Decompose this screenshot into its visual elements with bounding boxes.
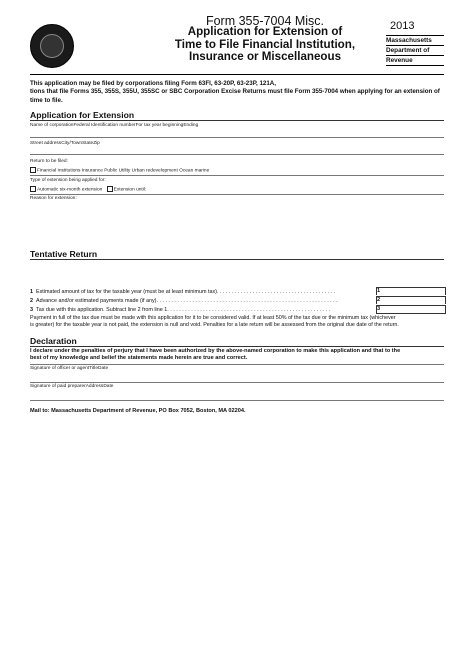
intro-line: time to file. xyxy=(30,96,63,104)
signature-preparer-label: Signature of paid preparerAddressDate xyxy=(30,384,114,389)
return-rule xyxy=(30,175,444,176)
section-rule xyxy=(30,259,444,260)
reason-field[interactable] xyxy=(30,203,444,243)
declaration-text xyxy=(30,348,456,362)
note-line: Payment in full of the tax due must be made with this application for it to be considered valid. If at least 50% of the tax due or the minimum tax (whichever xyxy=(30,315,396,321)
return-options[interactable] xyxy=(30,167,209,173)
signature-line-preparer[interactable] xyxy=(30,382,444,383)
return-filed-label: Return to be filed: xyxy=(30,159,68,164)
note-line: is greater) for the taxable year is not paid, the extension is null and void. Penalties for a late return will be assessed from the original due date of the return. xyxy=(30,322,399,328)
box-number: 2 xyxy=(377,297,381,303)
agency-line: Massachusetts xyxy=(386,35,444,46)
box-number: 3 xyxy=(377,306,381,312)
field-labels-row1: Name of corporationFederal Identification numberFor tax year beginningEnding xyxy=(30,123,199,128)
tax-line xyxy=(30,298,376,304)
payment-note xyxy=(30,315,456,329)
form-title xyxy=(120,26,410,64)
field-input-row2[interactable] xyxy=(30,154,444,155)
intro-line: tions that file Forms 355, 355S, 355U, 355SC or SBC Corporation Excise Returns must file Form 355-7004 when applying for an extension of xyxy=(30,88,440,96)
intro-line: This application may be filed by corporations filing Form 63FI, 63-20P, 63-23P, 121A, xyxy=(30,80,276,87)
form-title-line: Time to File Financial Institution, xyxy=(174,37,356,51)
line-number: 1 xyxy=(30,289,33,295)
state-seal-icon xyxy=(30,24,74,68)
intro-text xyxy=(30,80,450,105)
box-number: 1 xyxy=(377,288,381,294)
return-options-label: Financial Institutions Insurance Public Utility Urban redevelopment Ocean marine xyxy=(37,168,210,174)
form-title-line: Application for Extension of xyxy=(187,25,343,38)
amount-field-3[interactable] xyxy=(376,305,446,314)
section-heading-tentative: Tentative Return xyxy=(30,249,98,259)
mailing-address: Mail to: Massachusetts Department of Revenue, PO Box 7052, Boston, MA 02204. xyxy=(30,408,246,414)
closing-rule xyxy=(30,400,444,401)
tax-line xyxy=(30,307,376,313)
section-rule xyxy=(30,120,444,121)
ext-options[interactable] xyxy=(30,186,146,192)
line-text: Advance and/or estimated payments made (if any). . . . . . . . . . . . . . . . . . . . . . . . . . . . . . . . . . . . . . . . . . . . . . . . . . . . . . . . . . . . . xyxy=(36,298,338,304)
ext-checkbox-b[interactable] xyxy=(107,186,113,192)
line-text: Estimated amount of tax for the taxable year (must be at least minimum tax). . . . . . . . . . . . . . . . . . . . . . . . . . . . . . . . . . . . . . . . xyxy=(36,289,336,295)
form-number: Form 355-7004 Misc. xyxy=(205,14,325,28)
amount-field-1[interactable] xyxy=(376,287,446,295)
header-rule xyxy=(30,74,444,75)
declaration-line: best of my knowledge and belief the statements made herein are true and correct. xyxy=(30,355,248,361)
return-checkbox[interactable] xyxy=(30,167,36,173)
form-title-line: Insurance or Miscellaneous xyxy=(188,50,342,63)
agency-line: Department of xyxy=(386,45,444,56)
agency-line: Revenue xyxy=(386,55,444,66)
signature-officer-label: Signature of officer or agentTitleDate xyxy=(30,366,109,371)
reason-label: Reason for extension: xyxy=(30,196,77,201)
ext-type-label: Type of extension being applied for: xyxy=(30,178,106,183)
section-heading-declaration: Declaration xyxy=(30,336,77,346)
signature-line-officer[interactable] xyxy=(30,364,444,365)
ext-rule xyxy=(30,194,444,195)
line-number: 3 xyxy=(30,307,33,313)
amount-field-2[interactable] xyxy=(376,296,446,304)
section-heading-application: Application for Extension xyxy=(30,110,135,120)
ext-checkbox-a[interactable] xyxy=(30,186,36,192)
line-number: 2 xyxy=(30,298,33,304)
field-input-row1[interactable] xyxy=(30,137,444,138)
field-labels-row2: Street addressCity/TownStateZip xyxy=(30,141,100,146)
ext-option-b-label: Extension until: xyxy=(113,187,147,193)
line-text: Tax due with this application. Subtract line 2 from line 1. . . . . . . . . . . . . . . . . . . . . . . . . . . . . . . . . . . . . . . . . . . . . . . . . . . . . . . xyxy=(36,307,331,313)
declaration-line: I declare under the penalties of perjury that I have been authorized by the above-named corporation to make this application and that to the xyxy=(30,348,401,354)
form-year: 2013 xyxy=(390,20,415,32)
section-rule xyxy=(30,346,444,347)
agency-rule xyxy=(386,65,444,66)
ext-option-a-label: Automatic six-month extension xyxy=(37,187,103,193)
tax-line xyxy=(30,289,376,295)
